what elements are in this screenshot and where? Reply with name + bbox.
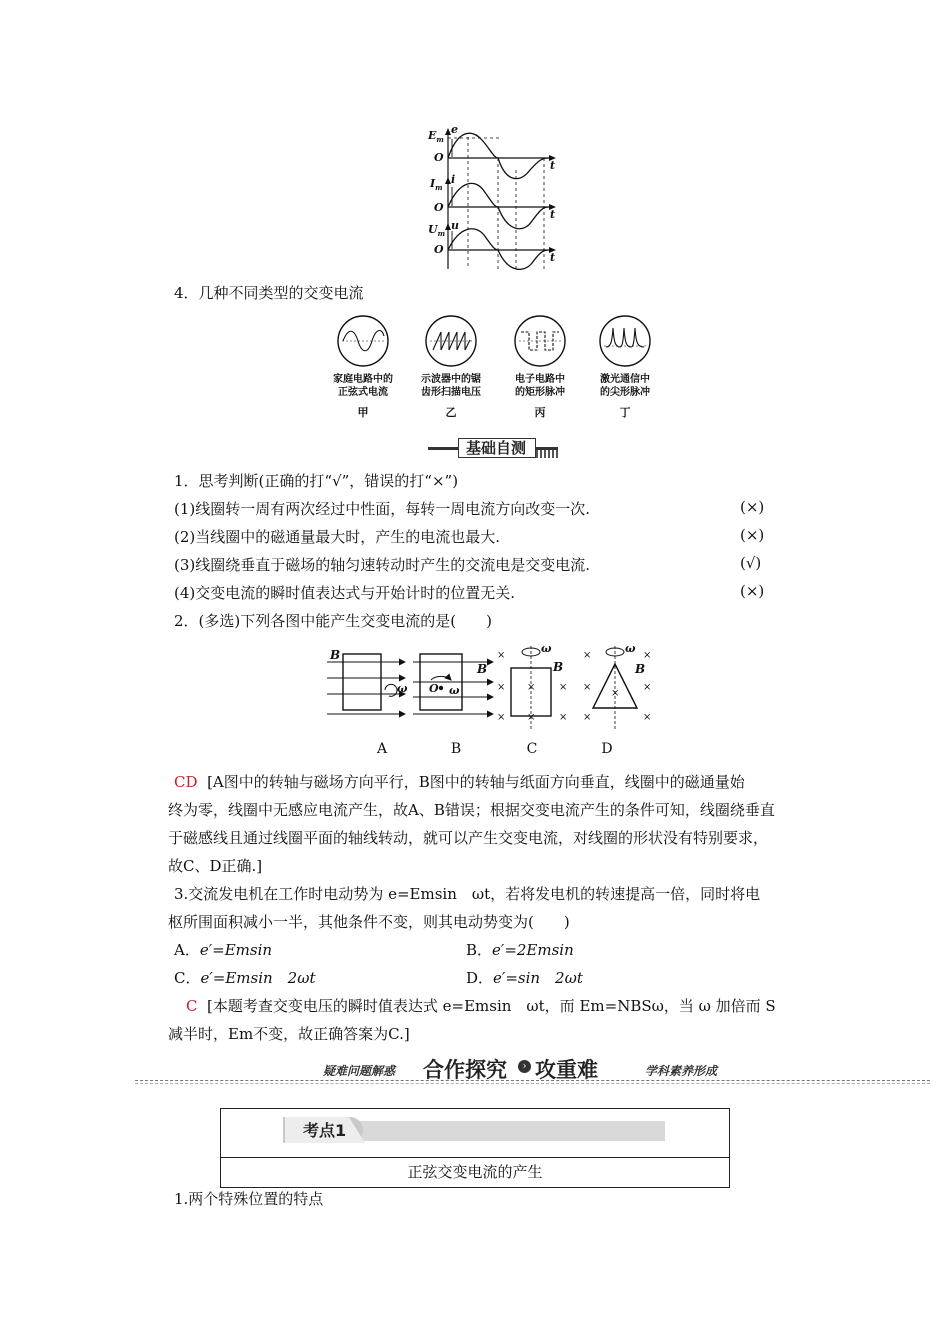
field-cross: × [643,650,652,661]
diag-c-b-label: B [553,660,564,674]
spike-pulse-icon [598,314,652,368]
sine-wave-icon [336,314,390,368]
q1-mark-1: (×) [740,498,765,516]
field-cross: × [527,682,536,693]
field-cross: × [559,712,568,723]
q1-stem: 1．思考判断(正确的打“√”，错误的打“×”) [174,472,459,490]
q2-diagrams [325,642,655,734]
diagram-a [327,654,408,714]
q2-option-b: B [450,741,462,757]
q2-explanation-line-4: 故C、D正确.] [168,857,263,875]
type-caption-3: 电子电路中 的矩形脉冲 [515,374,565,398]
u-amplitude-label: $U_m$ [428,223,446,239]
e-amplitude-label: $E_m$ [428,129,444,145]
origin-label-e: O [434,151,444,164]
field-cross: × [497,712,506,723]
coop-banner-main1: 合作探究 [423,1058,507,1082]
coop-banner-right: 学科素养形成 [645,1064,718,1078]
q2-explanation-line-2: 终为零，线圈中无感应电流产生，故A、B错误；根据交变电流产生的条件可知，线圈绕垂直 [168,801,775,819]
q2-diagrams-svg [325,642,655,734]
type-label-2: 乙 [445,406,457,419]
self-test-banner [428,436,558,460]
field-cross: × [583,650,592,661]
q3-option-b: B．e′=2Emsin [466,941,574,959]
field-cross: × [643,712,652,723]
section-4-heading: 4．几种不同类型的交变电流 [174,284,364,302]
i-amplitude-label: $I_m$ [430,177,443,193]
field-cross: × [559,682,568,693]
e-axis-label: e [451,123,458,136]
q2-answer: CD [174,773,198,791]
kaodian-title: 正弦交变电流的产生 [407,1163,543,1181]
self-test-title: 基础自测 [465,439,526,457]
time-label-e: t [550,159,556,172]
q1-item-1: (1)线圈转一周有两次经过中性面，每转一周电流方向改变一次. [174,500,591,518]
time-label-i: t [550,208,556,221]
field-cross: × [643,682,652,693]
diag-c-omega-label: ω [541,642,552,655]
q1-item-2: (2)当线圈中的磁通量最大时，产生的电流也最大. [174,528,501,546]
arrow-icon: › [518,1060,531,1073]
diag-b-o-label: O [429,682,439,695]
field-cross: × [497,682,506,693]
q2-option-a: A [376,741,388,757]
q3-option-d: D．e′=sin 2ωt [466,969,583,987]
q1-item-4: (4)交变电流的瞬时值表达式与开始计时的位置无关. [174,584,516,602]
origin-label-i: O [434,201,444,214]
time-label-u: t [550,251,556,264]
diag-d-omega-label: ω [625,642,636,655]
coop-banner-left: 疑难问题解惑 [323,1064,396,1078]
type-caption-2: 示波器中的锯 齿形扫描电压 [421,374,481,398]
square-pulse-icon [513,314,567,368]
q1-item-3: (3)线圈绕垂直于磁场的轴匀速转动时产生的交流电是交变电流. [174,556,591,574]
type-label-4: 丁 [619,406,631,419]
kaodian-tag: 考点1 [303,1121,347,1140]
origin-label-u: O [434,243,444,256]
coop-banner [135,1054,930,1084]
current-types-figure [320,310,680,425]
point-1-heading: 1.两个特殊位置的特点 [174,1190,324,1208]
i-axis-label: i [451,173,456,186]
field-cross: × [611,688,620,699]
q2-explanation-line-3: 于磁感线且通过线圈平面的轴线转动，就可以产生交变电流，对线圈的形状没有特别要求， [168,829,769,847]
q1-mark-2: (×) [740,526,765,544]
diag-b-b-label: B [477,662,488,676]
field-cross: × [583,682,592,693]
q2-option-c: C [526,741,538,757]
wave-graph [420,125,570,270]
type-label-3: 丙 [534,406,546,419]
q3-explanation-line-1: C [本题考查交变电压的瞬时值表达式 e=Emsin ωt，而 Em=NBSω，当 ω 加倍而 S [186,997,776,1015]
type-caption-4: 激光通信中 的尖形脉冲 [600,374,650,398]
diag-a-b-label: B [330,648,341,662]
q2-stem: 2．(多选)下列各图中能产生交变电流的是( ) [174,612,492,630]
q3-stem-line-1: 3.交流发电机在工作时电动势为 e=Emsin ωt，若将发电机的转速提高一倍，同时将电 [174,885,761,903]
q3-explanation-line-2: 减半时，Em不变，故正确答案为C.] [168,1025,410,1043]
diag-d-b-label: B [635,662,646,676]
coop-banner-main2: 攻重难 [535,1058,598,1082]
q3-stem-line-2: 枢所围面积减小一半，其他条件不变，则其电动势变为( ) [168,913,570,931]
u-axis-label: u [451,219,459,232]
q3-option-a: A．e′=Emsin [174,941,273,959]
kaodian-box [220,1108,730,1188]
q2-explanation-line-1: CD [A图中的转轴与磁场方向平行，B图中的转轴与纸面方向垂直，线圈中的磁通量始 [174,773,745,791]
diag-a-omega-label: ω [397,682,408,695]
field-cross: × [527,712,536,723]
field-cross: × [583,712,592,723]
field-cross: × [497,650,506,661]
q1-mark-3: (√) [740,554,762,572]
diag-b-omega-label: ω [449,684,460,697]
type-caption-1: 家庭电路中的 正弦式电流 [333,374,393,398]
sawtooth-wave-icon [424,314,478,368]
q3-answer: C [186,997,198,1015]
q1-mark-4: (×) [740,582,765,600]
q2-option-d: D [601,741,613,757]
type-label-1: 甲 [357,406,369,419]
q3-option-c: C．e′=Emsin 2ωt [174,969,316,987]
